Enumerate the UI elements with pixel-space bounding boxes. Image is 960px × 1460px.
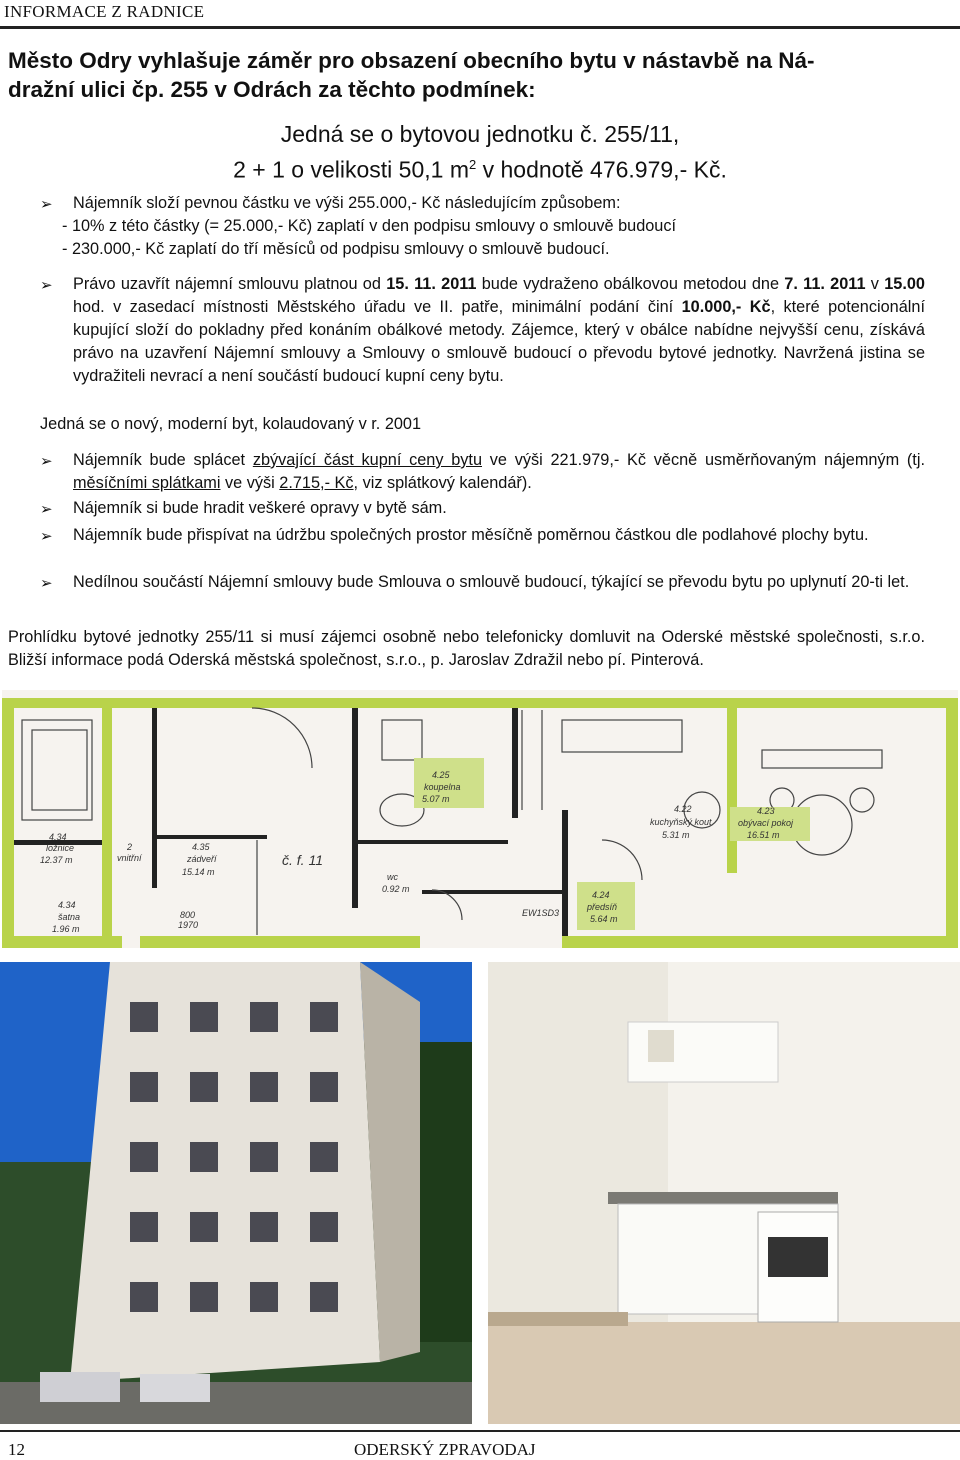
label-room: 5.64 m [590,914,618,924]
bullet-text: ve výši 221.979,- Kč věcně usměrňovaným nájemným (tj. [482,451,925,469]
building-photo-drawing [0,962,472,1424]
bullet-maintenance: Nájemník bude přispívat na údržbu společných prostor měsíčně poměrnou částkou dle podlahové plochy bytu. [73,526,869,544]
auction-text: Právo uzavřít nájemní smlouvu platnou od [73,275,387,293]
payment-item-2: - 230.000,- Kč zaplatí do tří měsíců od podpisu smlouvy o smlouvě budoucí. [62,240,610,258]
bullet-text: , viz splátkový kalendář). [353,474,532,492]
label-room: 5.31 m [662,830,690,840]
label-room: 800 [180,910,196,920]
label-room: 4.24 [592,890,610,900]
kitchen-photo-drawing [488,962,960,1424]
arrow-icon: ➢ [40,528,53,545]
page-header [0,0,960,30]
auction-text: hod. v zasedací místnosti Městského úřadu ve II. patře, minimální podání činí [73,298,682,316]
label-room: EW1SD3 [522,908,560,918]
bullet-underlined: 2.715,- Kč [279,474,354,492]
label-room: vnitřní [117,853,142,863]
unit-line-2 [0,150,960,185]
label-room: předsíň [587,902,618,912]
arrow-icon: ➢ [40,575,53,592]
floor-plan [2,690,958,948]
section-label: INFORMACE Z RADNICE [4,2,205,21]
title-line-2: dražní ulici čp. 255 v Odrách za těchto podmínek: [8,77,536,102]
auction-time: 15.00 [884,275,925,293]
contact-paragraph: Prohlídku bytové jednotky 255/11 si musí zájemci osobně nebo telefonicky domluvit na Oderské městské společnosti, s.r.o. Bližší informace podá Oderská městská společnost, s.r.o., p. Jaroslav Zdražil nebo pí. Pinterová. [8,628,925,669]
arrow-icon: ➢ [40,196,53,213]
building-photo [0,962,472,1424]
bullet-contract: Nedílnou součástí Nájemní smlouvy bude Smlouva o smlouvě budoucí, týkající se převodu bytu po uplynutí 20-ti let. [73,573,910,591]
label-room: 1.96 m [52,924,80,934]
unit-size-text: 2 + 1 o velikosti 50,1 m [233,156,469,183]
label-room: 4.34 [49,832,67,842]
label-room: 4.35 [192,842,210,852]
unit-line-1: Jedná se o bytovou jednotku č. 255/11, [280,121,680,147]
label-room: 4.34 [58,900,76,910]
label-room: kuchyňský kout [650,817,712,827]
new-flat-note: Jedná se o nový, moderní byt, kolaudovaný v r. 2001 [40,415,422,433]
auction-text: , které potencionální kupující složí do pokladny před konáním obálkové metody. Zájemce, který v obálce nabídne nejvyšší cenu, získává právo na uzavření Nájemní smlouvy a Smlouvy o smlouvě budoucí o převodu bytové jednotky. Navržená jistina se vydražiteli nevrací a není součástí budoucí kupní ceny bytu. [73,298,925,385]
label-room: 5.07 m [422,794,450,804]
label-room: 4.22 [674,804,692,814]
arrow-icon: ➢ [40,453,53,470]
minimum-bid: 10.000,- Kč [681,298,771,316]
auction-date-valid: 15. 11. 2011 [386,275,477,293]
header-rule [0,26,960,29]
label-room: č. f. 11 [282,852,323,868]
label-room: ložnice [46,843,75,853]
page-number: 12 [8,1440,25,1459]
unit-sup: 2 [469,157,477,172]
bullet-underlined: zbývající část kupní ceny bytu [252,451,483,469]
label-room: obývací pokoj [738,818,794,828]
label-room: 0.92 m [382,884,410,894]
label-room: wc [387,872,398,882]
bullet-text: Nájemník bude splácet [73,451,253,469]
label-room: 16.51 m [747,830,780,840]
kitchen-photo [488,962,960,1424]
bullet-repairs: Nájemník si bude hradit veškeré opravy v bytě sám. [73,499,447,517]
payment-item-1: - 10% z této částky (= 25.000,- Kč) zaplatí v den podpisu smlouvy o smlouvě budoucí [62,217,677,235]
label-room: zádveří [187,854,217,864]
label-room: 1970 [178,920,199,930]
label-room: 15.14 m [182,867,215,877]
unit-price-text: v hodnotě 476.979,- Kč. [476,156,727,183]
bullet-underlined: měsíčními splátkami [73,474,221,492]
label-room: 4.25 [432,770,450,780]
auction-paragraph [73,273,925,388]
title-line-1: Město Odry vyhlašuje záměr pro obsazení obecního bytu v nástavbě na Ná- [8,48,815,73]
label-room: 4.23 [757,806,775,816]
label-room: šatna [58,912,81,922]
payment-intro: Nájemník složí pevnou částku ve výši 255.000,- Kč následujícím způsobem: [73,194,621,212]
footer-rule [0,1430,960,1432]
arrow-icon: ➢ [40,277,53,294]
auction-text: v [865,275,885,293]
bullet-text: ve výši [220,474,280,492]
arrow-icon: ➢ [40,501,53,518]
auction-date: 7. 11. 2011 [784,275,866,293]
article-title [8,46,948,104]
bullet-rent [73,449,925,495]
auction-text: bude vydraženo obálkovou metodou dne [476,275,785,293]
label-room: koupelna [424,782,461,792]
label-room: 12.37 m [40,855,73,865]
floor-plan-drawing [2,690,958,948]
magazine-name: ODERSKÝ ZPRAVODAJ [354,1440,536,1459]
label-room: 2 [127,842,133,852]
